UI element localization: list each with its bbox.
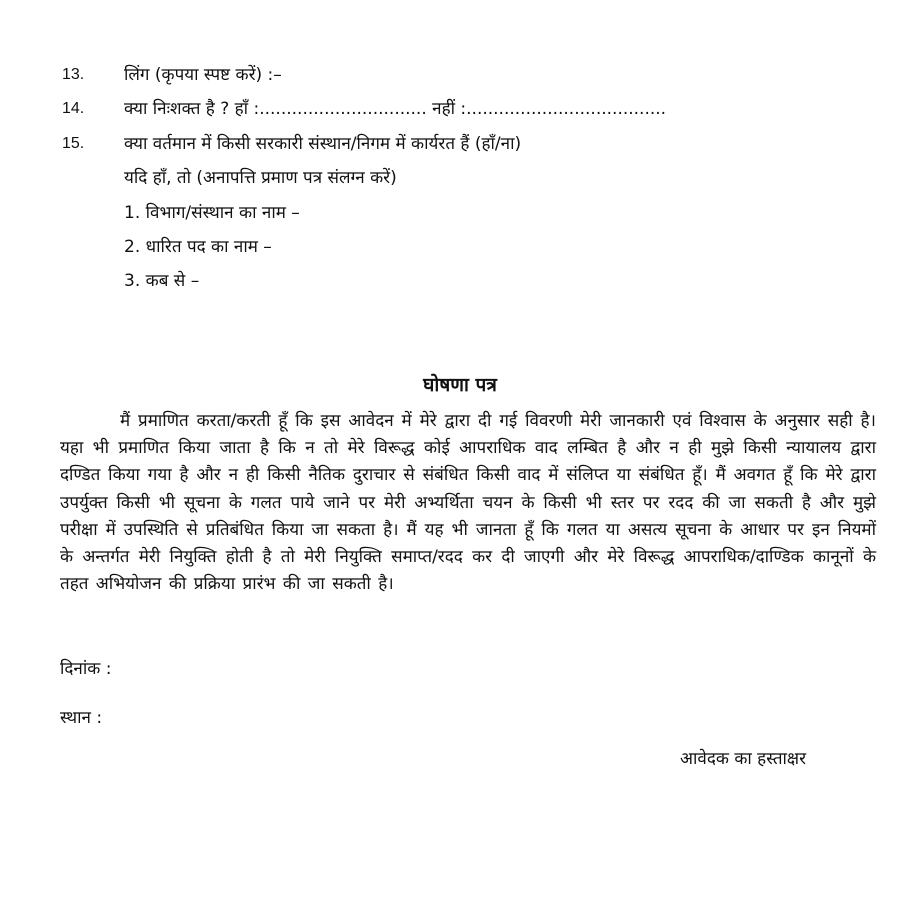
signature-label: आवेदक का हस्ताक्षर: [680, 749, 807, 769]
subitem-text: धारित पद का नाम –: [145, 237, 272, 257]
date-label: दिनांक :: [60, 659, 112, 679]
subitem-number: 2.: [124, 237, 141, 257]
declaration-title: घोषणा पत्र: [423, 374, 497, 396]
item-text: क्या निःशक्त है ? हाँ :............................... नहीं :.....................................: [124, 99, 667, 119]
subitem-1: [124, 202, 300, 224]
subitem-number: 3.: [124, 271, 141, 291]
item-number: 15.: [62, 135, 85, 152]
item-text: क्या वर्तमान में किसी सरकारी संस्थान/निगम में कार्यरत हैं (हाँ/ना): [124, 134, 522, 154]
subitem-text: कब से –: [145, 271, 200, 291]
conditional-text: यदि हाँ, तो (अनापत्ति प्रमाण पत्र संलग्न करें): [124, 168, 397, 188]
subitem-number: 1.: [124, 203, 141, 223]
place-label: स्थान :: [60, 708, 103, 728]
subitem-3: [124, 270, 199, 292]
subitem-text: विभाग/संस्थान का नाम –: [145, 203, 300, 223]
subitem-2: [124, 236, 272, 258]
item-number: 13.: [62, 66, 85, 83]
declaration-body: मैं प्रमाणित करता/करती हूँ कि इस आवेदन में मेरे द्वारा दी गई विवरणी मेरी जानकारी एवं विश्वास के अनुसार सही है। यहा भी प्रमाणित किया जाता है कि न तो मेरे विरूद्ध कोई आपराधिक वाद लम्बित है और न ही मुझे किसी न्यायालय द्वारा दण्डित किया गया है और न ही किसी नैतिक दुराचार से संबंधित किसी वाद में संलिप्त या संबंधित हूँ। मैं अवगत हूँ कि मेरे द्वारा उपर्युक्त किसी भी सूचना के गलत पाये जाने पर मेरी अभ्यर्थिता चयन के किसी भी स्तर पर रदद की जा सकती है और मुझे परीक्षा में उपस्थिति से प्रतिबंधित किया जा सकता है। मैं यह भी जानता हूँ कि गलत या असत्य सूचना के आधार पर इन नियमों के अन्तर्गत मेरी नियुक्ति होती है तो मेरी नियुक्ति समाप्त/रदद कर दी जाएगी और मेरे विरूद्ध आपराधिक/दाण्डिक कानूनों के तहत अभियोजन की प्रक्रिया प्रारंभ की जा सकती है।: [60, 411, 876, 595]
item-text: लिंग (कृपया स्पष्ट करें) :–: [124, 65, 282, 85]
item-number: 14.: [62, 100, 85, 117]
